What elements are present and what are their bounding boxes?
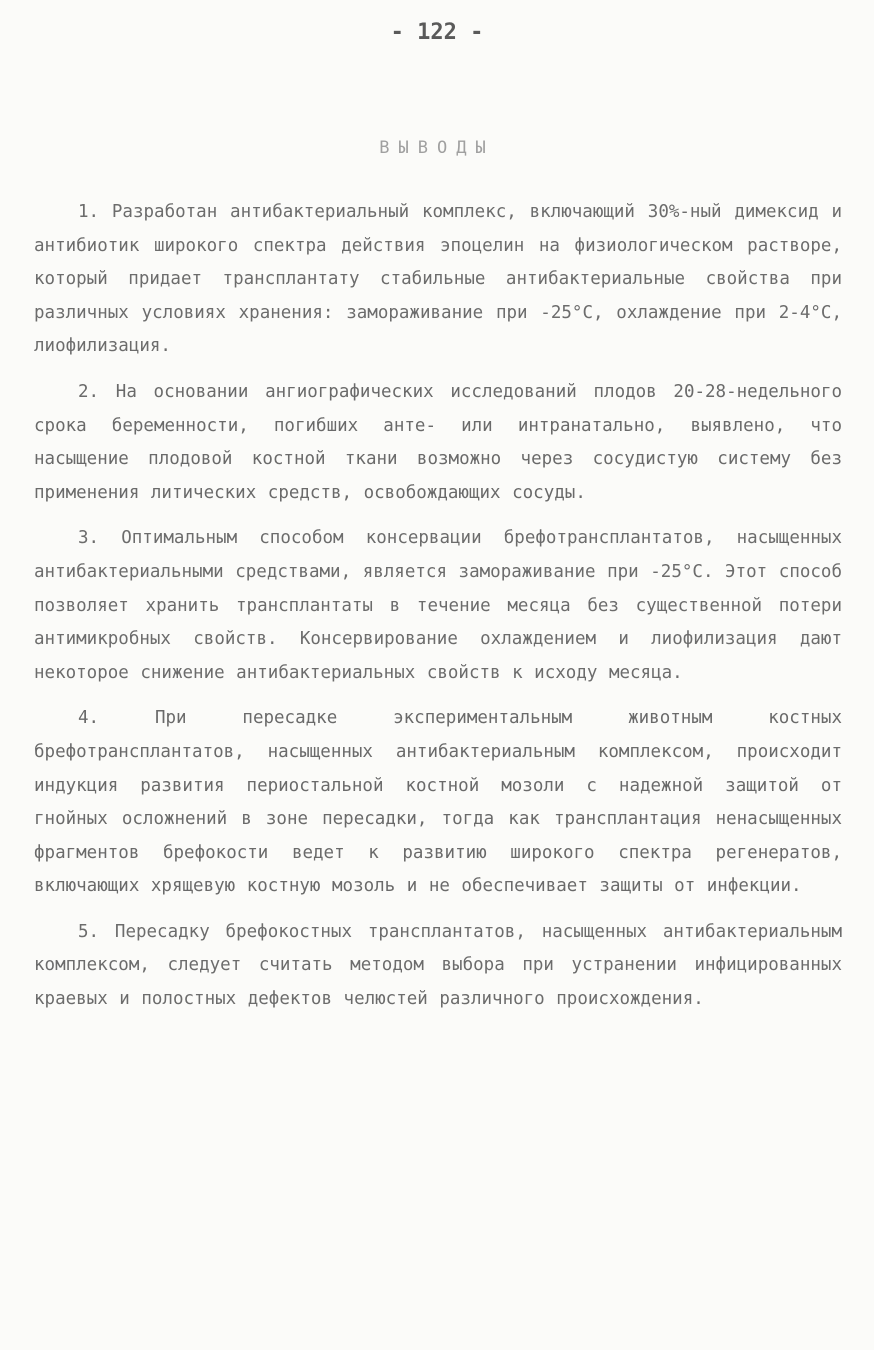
conclusion-paragraph-4: 4. При пересадке экспериментальным животным костных брефотрансплантатов, насыщенных антибактериальным комплексом, происходит индукция развития периостальной костной мозоли с надежной защитой от гнойных осложнений в зоне пересадки, тогда как трансплантация ненасыщенных фрагментов брефокости ведет к развитию широкого спектра регенератов, включающих хрящевую костную мозоль и не обеспечивает защиты от инфекции. [34,708,842,897]
section-heading: ВЫВОДЫ [379,138,495,158]
conclusion-paragraph-5: 5. Пересадку брефокостных трансплантатов, насыщенных антибактериальным комплексом, следует считать методом выбора при устранении инфицированных краевых и полостных дефектов челюстей различного происхождения. [34,921,842,1010]
conclusion-paragraph-1: 1. Разработан антибактериальный комплекс, включающий 30%-ный димексид и антибиотик широкого спектра действия эпоцелин на физиологическом растворе, который придает трансплантату стабильные антибактериальные свойства при различных условиях хранения: замораживание при -25°С, охлаждение при 2-4°С, лиофилизация. [34,202,842,357]
conclusion-paragraph-2: 2. На основании ангиографических исследований плодов 20-28-недельного срока беременности, погибших анте- или интранатально, выявлено, что насыщение плодовой костной ткани возможно через сосудистую систему без применения литических средств, освобождающих сосуды. [34,381,842,503]
conclusion-paragraph-3: 3. Оптимальным способом консервации брефотрансплантатов, насыщенных антибактериальными средствами, является замораживание при -25°С. Этот способ позволяет хранить трансплантаты в течение месяца без существенной потери антимикробных свойств. Консервирование охлаждением и лиофилизация дают некоторое снижение антибактериальных свойств к исходу месяца. [34,528,842,683]
conclusions-list [34,196,842,1029]
page-number: - 122 - [390,20,484,45]
